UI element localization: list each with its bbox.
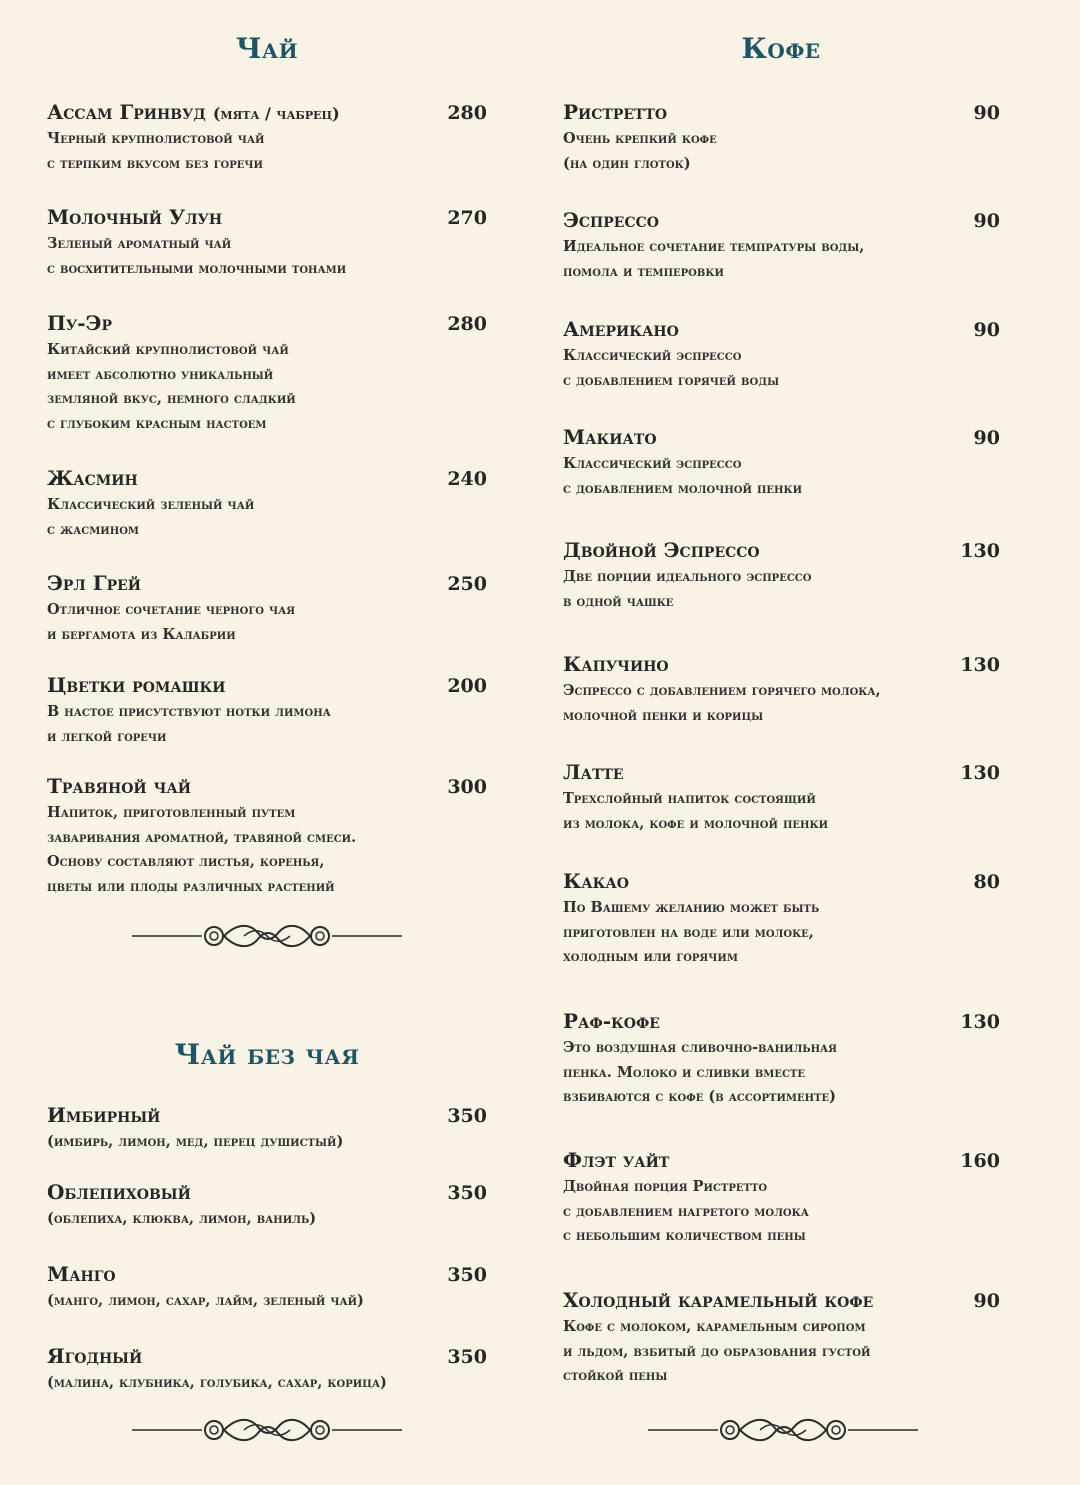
item-price: 350 xyxy=(447,1264,487,1286)
menu-item xyxy=(47,1262,487,1314)
menu-item xyxy=(563,760,1000,836)
item-price: 160 xyxy=(960,1150,1000,1172)
item-name: Капучино xyxy=(563,652,669,676)
item-price: 280 xyxy=(447,102,487,124)
item-name: Жасмин xyxy=(47,466,138,490)
item-name: Имбирный xyxy=(47,1103,161,1127)
item-description: Напиток, приготовленный путем заваривания ароматной, травяной смеси. Основу составляют листья, коренья, цветы или плоды различных растений xyxy=(47,804,357,895)
item-price: 350 xyxy=(447,1346,487,1368)
item-name: Манго xyxy=(47,1262,116,1286)
menu-item xyxy=(47,100,487,176)
item-description: Кофе с молоком, карамельным сиропом и льдом, взбитый до образования густой стойкой пены xyxy=(563,1318,871,1384)
item-note: (мята / чабрец) xyxy=(212,104,340,123)
item-name: Цветки ромашки xyxy=(47,673,226,697)
menu-item xyxy=(563,869,1000,970)
item-description: (манго, лимон, сахар, лайм, зеленый чай) xyxy=(47,1292,364,1309)
item-description: Черный крупнолистовой чай с терпким вкусом без горечи xyxy=(47,130,265,172)
item-name: Макиато xyxy=(563,425,657,449)
item-description: Зеленый ароматный чай с восхитительными молочными тонами xyxy=(47,235,347,277)
menu-item xyxy=(563,538,1000,614)
item-name: Эрл Грей xyxy=(47,571,142,595)
menu-item xyxy=(563,652,1000,728)
item-price: 240 xyxy=(447,468,487,490)
item-name: Латте xyxy=(563,760,624,784)
item-name: Какао xyxy=(563,869,629,893)
item-price: 350 xyxy=(447,1182,487,1204)
item-price: 280 xyxy=(447,313,487,335)
item-description: Китайский крупнолистовой чай имеет абсолютно уникальный земляной вкус, немного сладкий с глубоким красным настоем xyxy=(47,341,296,432)
ornament-divider xyxy=(132,1417,402,1443)
item-name: Ассам Гринвуд (мята / чабрец) xyxy=(47,100,340,124)
item-description: (имбирь, лимон, мед, перец душистый) xyxy=(47,1133,344,1150)
item-name: Травяной чай xyxy=(47,774,192,798)
item-name: Облепиховый xyxy=(47,1180,191,1204)
item-name: Эспрессо xyxy=(563,208,659,232)
item-price: 90 xyxy=(973,102,1000,124)
item-name: Холодный карамельный кофе xyxy=(563,1288,874,1312)
menu-item xyxy=(563,317,1000,393)
menu-item xyxy=(47,1344,487,1396)
item-description: Две порции идеального эспрессо в одной чашке xyxy=(563,568,812,610)
item-price: 350 xyxy=(447,1105,487,1127)
item-description: По Вашему желанию может быть приготовлен на воде или молоке, холодным или горячим xyxy=(563,899,820,965)
menu-item xyxy=(47,571,487,647)
item-description: Отличное сочетание черного чая и бергамота из Калабрии xyxy=(47,601,296,643)
item-name: Флэт уайт xyxy=(563,1148,670,1172)
ornament-divider xyxy=(648,1417,918,1443)
no-tea-section-title: Чай без чая xyxy=(174,1038,360,1071)
item-price: 80 xyxy=(973,871,1000,893)
item-description: (малина, клубника, голубика, сахар, корица) xyxy=(47,1374,387,1391)
item-price: 250 xyxy=(447,573,487,595)
item-name: Ристретто xyxy=(563,100,668,124)
item-description: Очень крепкий кофе (на один глоток) xyxy=(563,130,717,172)
item-price: 130 xyxy=(960,762,1000,784)
menu-item xyxy=(47,205,487,281)
menu-item xyxy=(563,1009,1000,1110)
item-price: 130 xyxy=(960,540,1000,562)
menu-item xyxy=(47,673,487,749)
item-name: Раф-кофе xyxy=(563,1009,660,1033)
item-price: 90 xyxy=(973,1290,1000,1312)
item-description: В настое присутствуют нотки лимона и легкой горечи xyxy=(47,703,331,745)
item-description: Классический зеленый чай с жасмином xyxy=(47,496,255,538)
item-price: 130 xyxy=(960,654,1000,676)
item-price: 130 xyxy=(960,1011,1000,1033)
item-description: Классический эспрессо с добавлением молочной пенки xyxy=(563,455,803,497)
menu-item xyxy=(47,466,487,542)
item-description: Трехслойный напиток состоящий из молока, кофе и молочной пенки xyxy=(563,790,829,832)
menu-item xyxy=(563,1288,1000,1389)
menu-item xyxy=(563,100,1000,176)
item-name: Американо xyxy=(563,317,679,341)
menu-item xyxy=(563,208,1000,284)
item-description: Классический эспрессо с добавлением горячей воды xyxy=(563,347,780,389)
item-price: 90 xyxy=(973,210,1000,232)
item-name: Пу-Эр xyxy=(47,311,112,335)
item-description: Двойная порция Ристретто с добавлением нагретого молока с небольшим количеством пены xyxy=(563,1178,809,1244)
item-name: Молочный Улун xyxy=(47,205,223,229)
item-price: 270 xyxy=(447,207,487,229)
menu-item xyxy=(563,425,1000,501)
item-price: 90 xyxy=(973,427,1000,449)
item-description: Эспрессо с добавлением горячего молока, молочной пенки и корицы xyxy=(563,682,881,724)
menu-item xyxy=(47,1103,487,1155)
item-description: Это воздушная сливочно-ванильная пенка. Молоко и сливки вместе взбиваются с кофе (в ассортименте) xyxy=(563,1039,837,1105)
item-price: 200 xyxy=(447,675,487,697)
menu-item xyxy=(47,774,487,899)
item-name: Ягодный xyxy=(47,1344,143,1368)
coffee-section-title: Кофе xyxy=(741,32,821,65)
item-price: 90 xyxy=(973,319,1000,341)
item-description: (облепиха, клюква, лимон, ваниль) xyxy=(47,1210,317,1227)
menu-item xyxy=(47,311,487,436)
item-description: Идеальное сочетание темпратуры воды, помола и темперовки xyxy=(563,238,865,280)
tea-section-title: Чай xyxy=(235,32,299,65)
ornament-divider xyxy=(132,923,402,949)
item-name: Двойной Эспрессо xyxy=(563,538,760,562)
menu-item xyxy=(47,1180,487,1232)
item-price: 300 xyxy=(447,776,487,798)
menu-item xyxy=(563,1148,1000,1249)
